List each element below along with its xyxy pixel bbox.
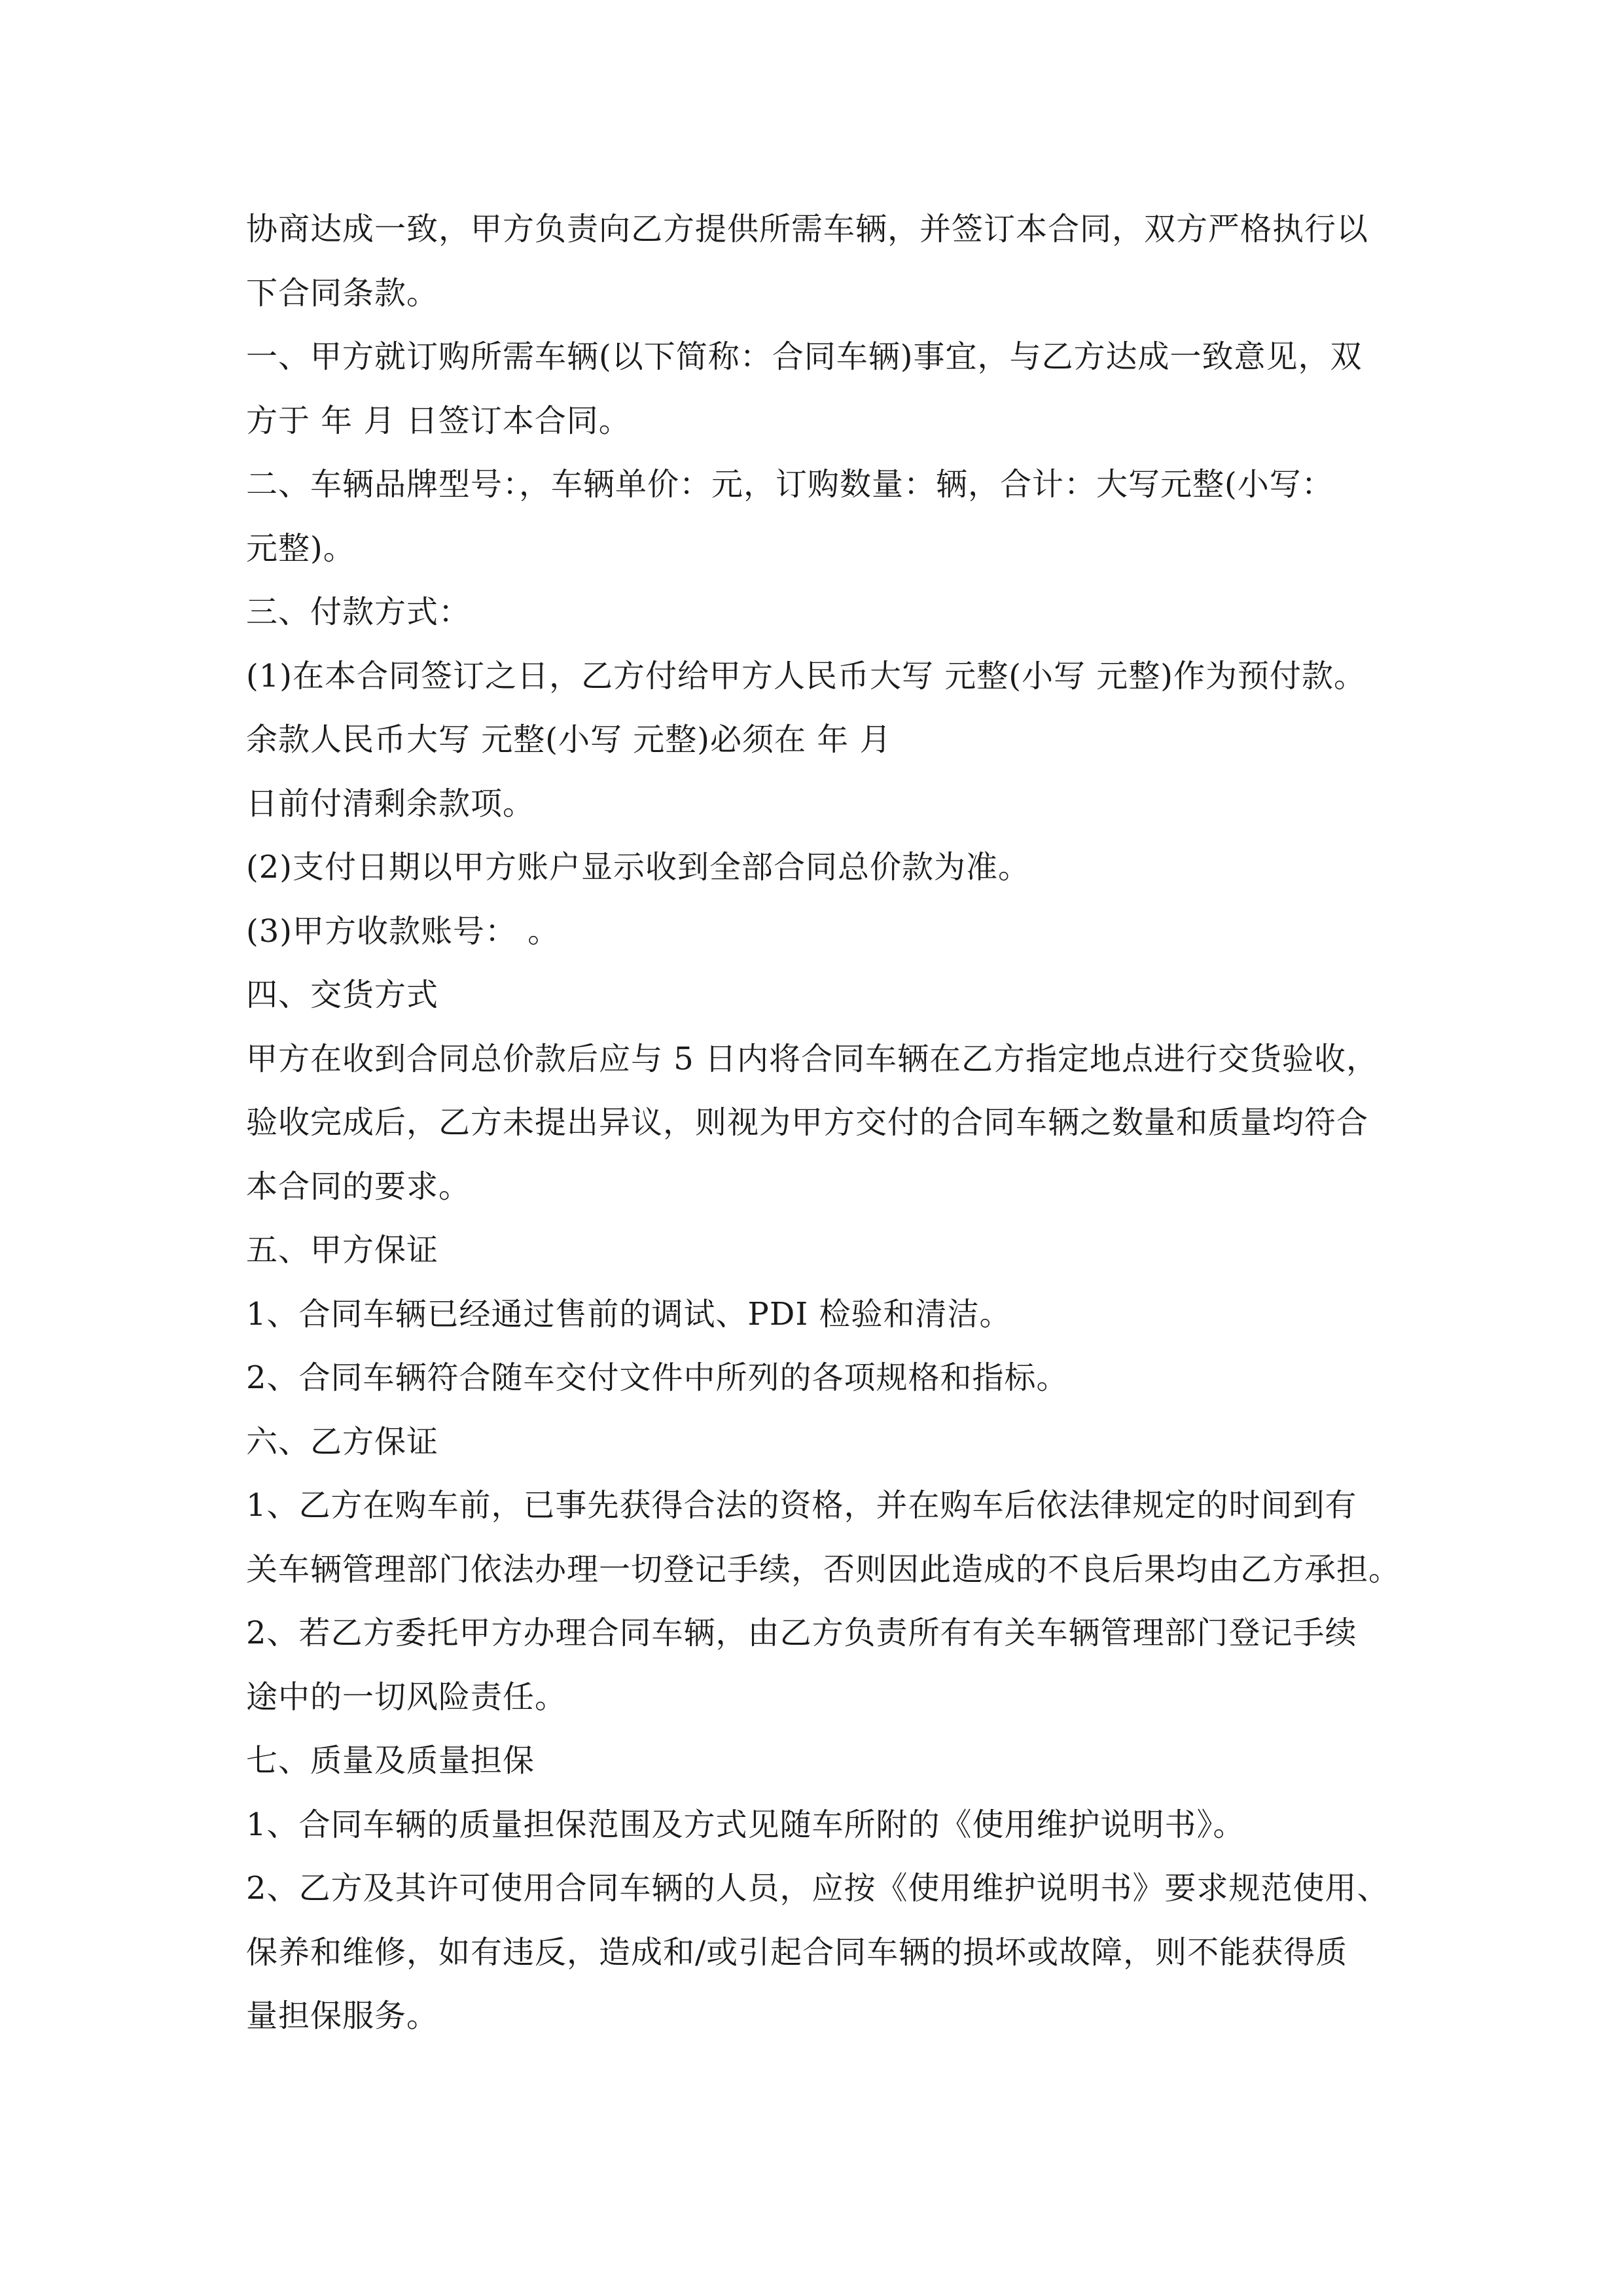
section-heading: 四、交货方式 bbox=[246, 977, 439, 1013]
text-line: (2)支付日期以甲方账户显示收到全部合同总价款为准。 bbox=[246, 849, 1030, 886]
text-line: 本合同的要求。 bbox=[246, 1168, 471, 1205]
text-line: 保养和维修，如有违反，造成和/或引起合同车辆的损坏或故障，则不能获得质 bbox=[246, 1933, 1348, 1971]
text-line: 2、乙方及其许可使用合同车辆的人员，应按《使用维护说明书》要求规范使用、 bbox=[246, 1870, 1389, 1907]
text-line: 2、若乙方委托甲方办理合同车辆，由乙方负责所有有关车辆管理部门登记手续 bbox=[246, 1615, 1357, 1651]
text-line: 二、车辆品牌型号：，车辆单价：元，订购数量：辆，合计：大写元整(小写： bbox=[246, 466, 1334, 503]
text-line: 量担保服务。 bbox=[246, 1998, 439, 2034]
text-line: 方于 年 月 日签订本合同。 bbox=[246, 402, 631, 439]
text-line: 元整)。 bbox=[246, 529, 355, 567]
section-heading: 七、质量及质量担保 bbox=[246, 1742, 535, 1779]
text-line: 一、甲方就订购所需车辆(以下简称：合同车辆)事宜，与乙方达成一致意见，双 bbox=[246, 338, 1363, 375]
text-line: 验收完成后，乙方未提出异议，则视为甲方交付的合同车辆之数量和质量均符合 bbox=[246, 1104, 1369, 1141]
text-line: 1、乙方在购车前，已事先获得合法的资格，并在购车后依法律规定的时间到有 bbox=[246, 1487, 1357, 1524]
text-line: 甲方在收到合同总价款后应与 5 日内将合同车辆在乙方指定地点进行交货验收， bbox=[246, 1040, 1379, 1077]
text-line: 途中的一切风险责任。 bbox=[246, 1678, 567, 1715]
text-line: 2、合同车辆符合随车交付文件中所列的各项规格和指标。 bbox=[246, 1359, 1069, 1396]
text-line: 日前付清剩余款项。 bbox=[246, 785, 535, 822]
text-line: 1、合同车辆的质量担保范围及方式见随车所附的《使用维护说明书》。 bbox=[246, 1806, 1245, 1843]
section-heading: 五、甲方保证 bbox=[246, 1232, 439, 1268]
document-body bbox=[246, 198, 1401, 2049]
text-line: 关车辆管理部门依法办理一切登记手续，否则因此造成的不良后果均由乙方承担。 bbox=[246, 1551, 1401, 1588]
text-line: (3)甲方收款账号： 。 bbox=[246, 912, 560, 950]
text-line: 下合同条款。 bbox=[246, 274, 439, 312]
text-line: 1、合同车辆已经通过售前的调试、PDI 检验和清洁。 bbox=[246, 1295, 1012, 1333]
text-line: 协商达成一致，甲方负责向乙方提供所需车辆，并签订本合同，双方严格执行以 bbox=[246, 211, 1369, 247]
section-heading: 三、付款方式： bbox=[246, 594, 471, 630]
text-line: (1)在本合同签订之日，乙方付给甲方人民币大写 元整(小写 元整)作为预付款。 bbox=[246, 657, 1366, 694]
section-heading: 六、乙方保证 bbox=[246, 1423, 439, 1460]
text-line: 余款人民币大写 元整(小写 元整)必须在 年 月 bbox=[246, 721, 892, 758]
